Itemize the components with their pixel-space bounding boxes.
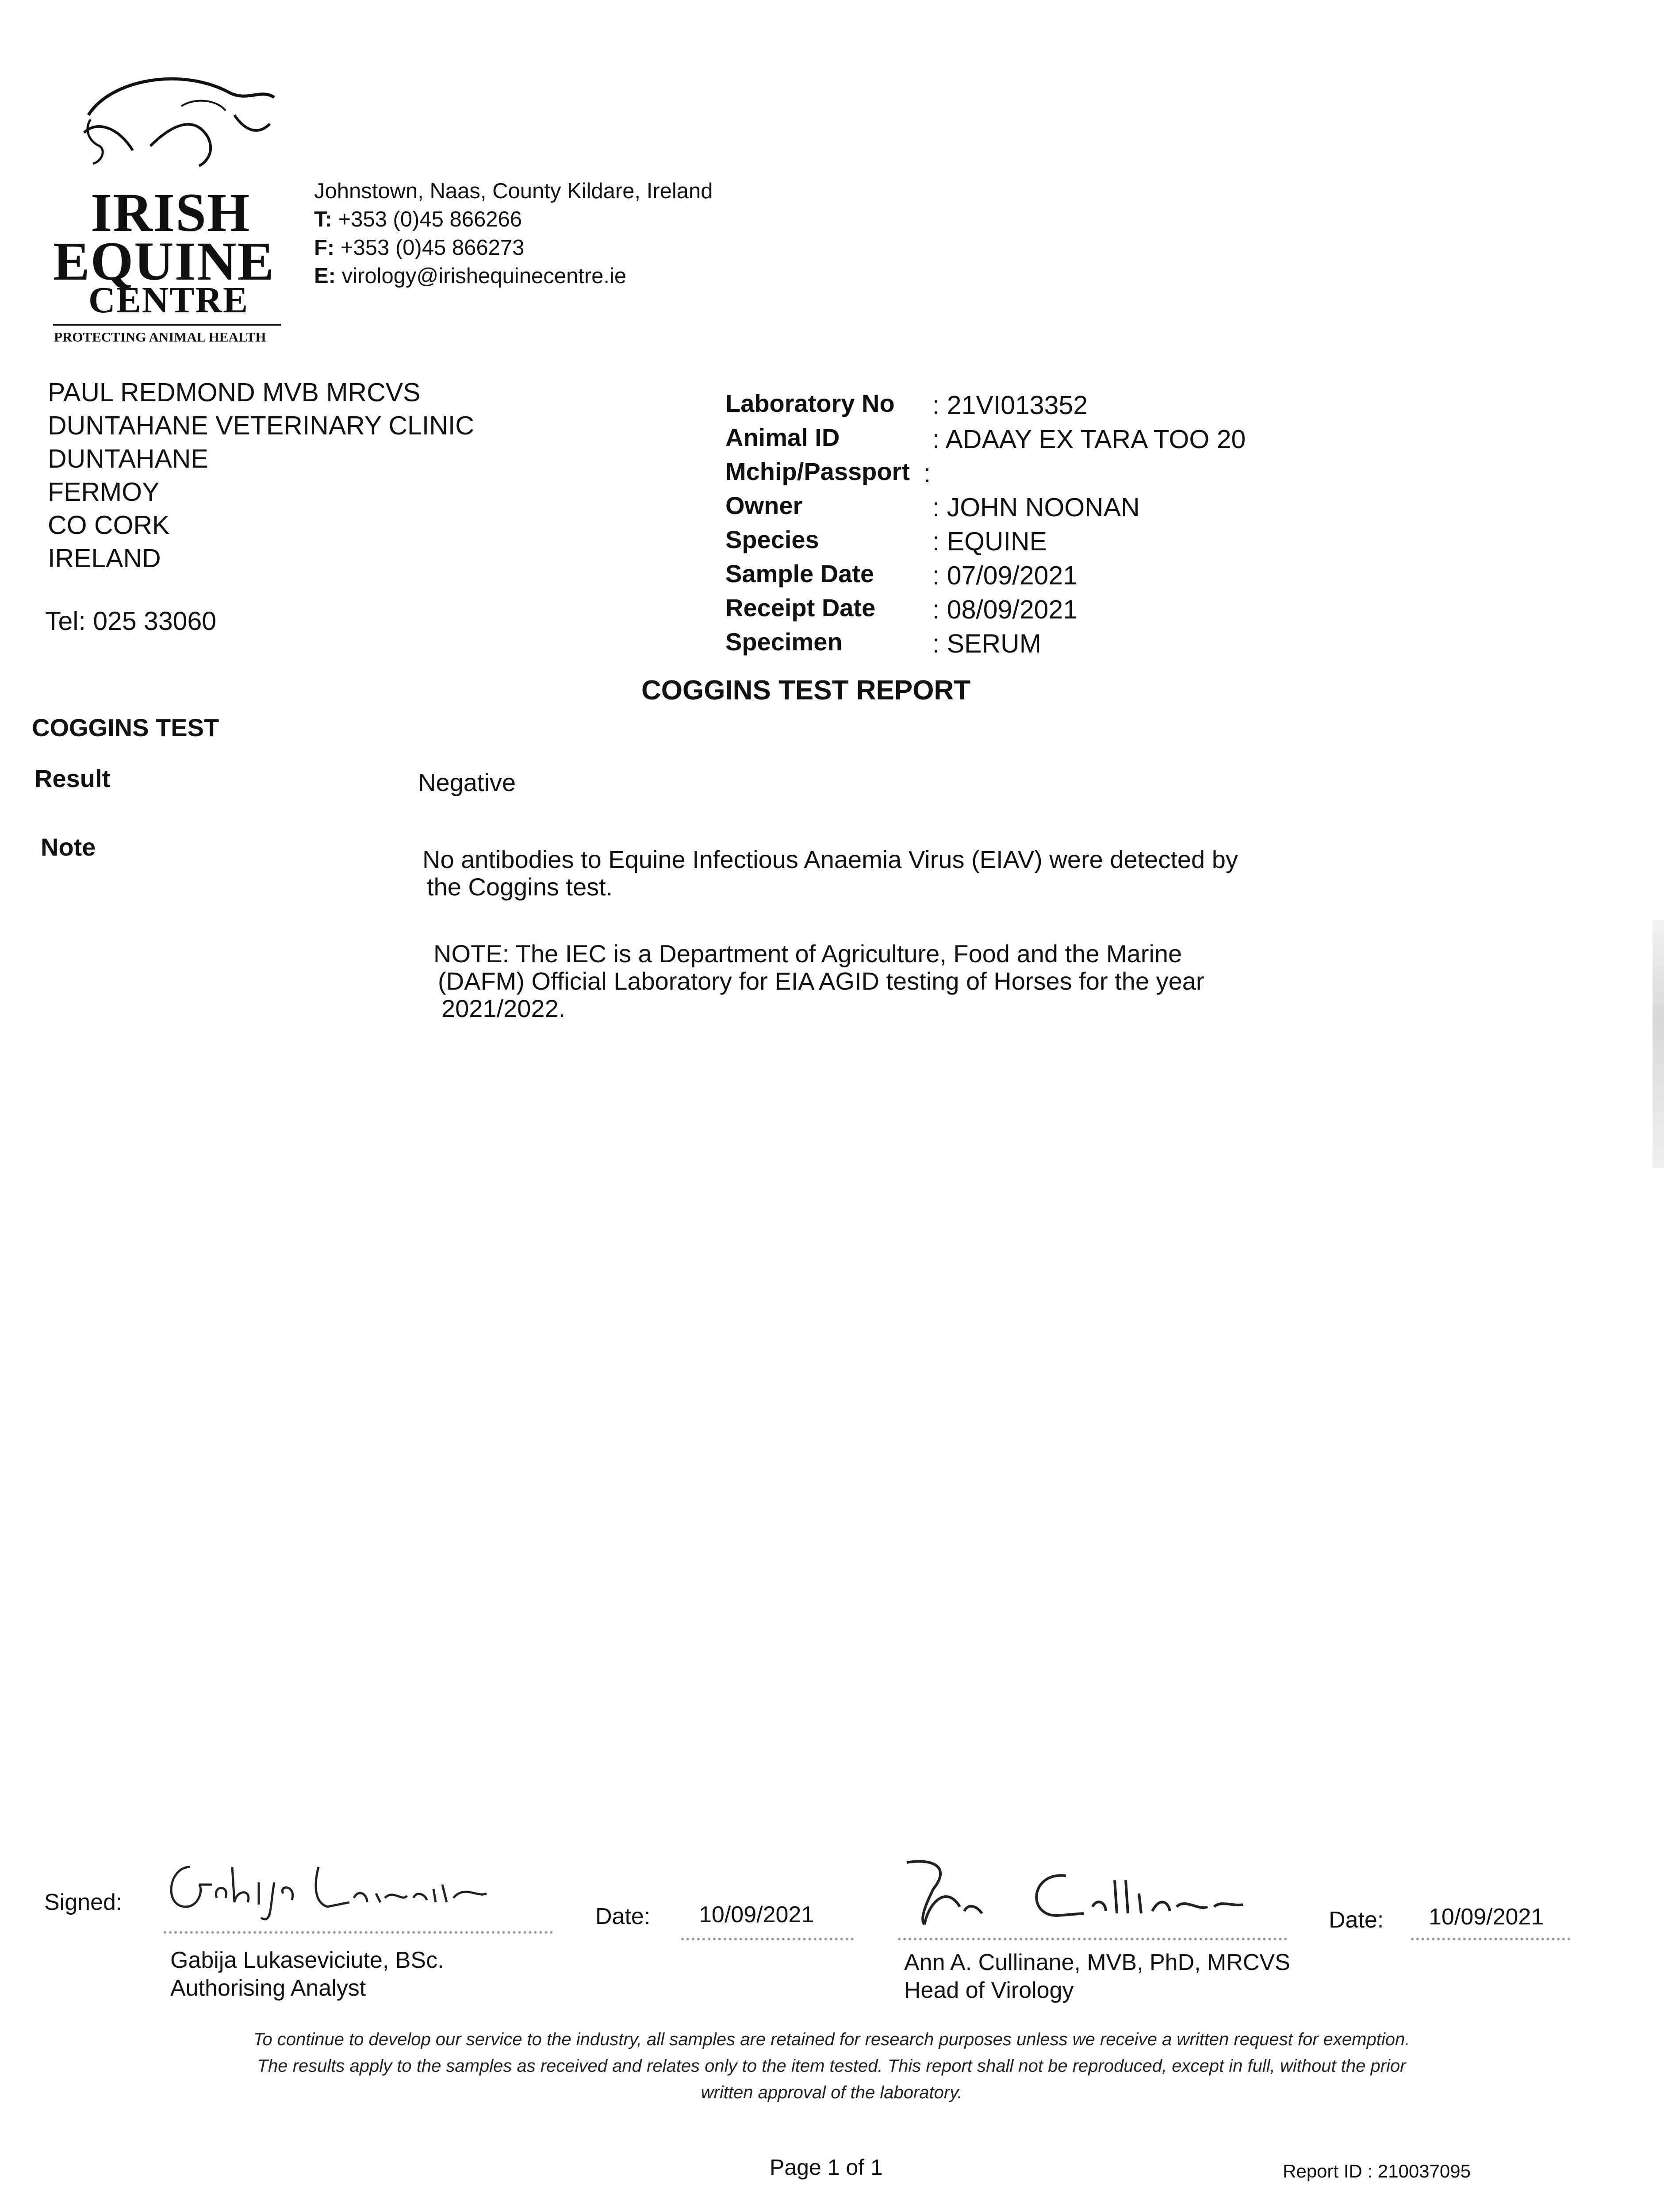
detail-label: Mchip/Passport bbox=[725, 457, 910, 485]
detail-label: Receipt Date bbox=[725, 594, 876, 622]
detail-label: Specimen bbox=[725, 628, 843, 656]
detail-label: Animal ID bbox=[725, 423, 840, 451]
logo-line3: CENTRE bbox=[88, 280, 249, 321]
test-heading: COGGINS TEST bbox=[32, 714, 219, 741]
date-right: 10/09/2021 bbox=[1429, 1904, 1544, 1930]
note-label: Note bbox=[41, 833, 96, 861]
dafm-note-line: (DAFM) Official Laboratory for EIA AGID testing of Horses for the year bbox=[438, 967, 1204, 995]
disclaimer-line: The results apply to the samples as received and relates only to the item tested. This report shall not be reproduced, except in full, without the prior bbox=[257, 2056, 1406, 2076]
date-left-line bbox=[681, 1938, 854, 1940]
detail-value: : EQUINE bbox=[932, 527, 1047, 556]
lab-phone: T: +353 (0)45 866266 bbox=[314, 207, 522, 231]
signatory-right-name: Ann A. Cullinane, MVB, PhD, MRCVS bbox=[904, 1950, 1290, 1975]
disclaimer-line: To continue to develop our service to the industry, all samples are retained for research purposes unless we receive a written request for exemption. bbox=[253, 2030, 1410, 2049]
page-number: Page 1 of 1 bbox=[770, 2155, 883, 2180]
report-id: Report ID : 210037095 bbox=[1283, 2161, 1471, 2181]
result-label: Result bbox=[35, 764, 111, 792]
recipient-tel: Tel: 025 33060 bbox=[45, 607, 217, 636]
detail-labels bbox=[725, 386, 910, 659]
detail-label: Sample Date bbox=[725, 560, 874, 588]
signature-right-graphic bbox=[898, 1849, 1261, 1933]
lab-email: E: virology@irishequinecentre.ie bbox=[314, 264, 627, 288]
logo-divider bbox=[53, 324, 281, 326]
detail-value: : ADAAY EX TARA TOO 20 bbox=[932, 425, 1246, 454]
signed-label: Signed: bbox=[44, 1889, 123, 1915]
dafm-note bbox=[433, 940, 1204, 1022]
detail-value: : 08/09/2021 bbox=[932, 595, 1078, 624]
detail-value: : bbox=[924, 459, 931, 488]
horse-logo-icon bbox=[49, 62, 288, 177]
detail-value: : 07/09/2021 bbox=[932, 561, 1078, 590]
signature-left bbox=[159, 1840, 495, 1924]
signature-right-line bbox=[898, 1938, 1287, 1940]
recipient-line: PAUL REDMOND MVB MRCVS bbox=[48, 378, 421, 407]
detail-value: : 21VI013352 bbox=[932, 391, 1088, 420]
scan-edge-shadow bbox=[1652, 920, 1664, 1168]
recipient-line: DUNTAHANE VETERINARY CLINIC bbox=[48, 411, 474, 440]
logo-tagline: PROTECTING ANIMAL HEALTH bbox=[54, 329, 266, 345]
recipient-line: CO CORK bbox=[48, 511, 170, 540]
signature-right bbox=[898, 1849, 1261, 1933]
recipient-address bbox=[48, 376, 474, 575]
date-left: 10/09/2021 bbox=[699, 1902, 814, 1928]
detail-value: : JOHN NOONAN bbox=[932, 493, 1140, 522]
dafm-note-line: 2021/2022. bbox=[441, 995, 566, 1022]
note-line: the Coggins test. bbox=[427, 873, 613, 901]
report-title: COGGINS TEST REPORT bbox=[641, 675, 971, 706]
lab-contact bbox=[314, 177, 713, 290]
signatory-right bbox=[904, 1949, 1290, 2005]
detail-label: Species bbox=[725, 526, 819, 553]
disclaimer-line: written approval of the laboratory. bbox=[701, 2083, 962, 2102]
lab-logo bbox=[49, 62, 288, 354]
signatory-right-role: Head of Virology bbox=[904, 1978, 1074, 2003]
detail-label: Laboratory No bbox=[725, 389, 895, 417]
detail-values bbox=[924, 388, 1246, 661]
recipient-line: DUNTAHANE bbox=[48, 444, 208, 473]
date-right-line bbox=[1411, 1938, 1570, 1940]
disclaimer bbox=[150, 2026, 1513, 2106]
recipient-line: FERMOY bbox=[48, 477, 160, 507]
signatory-left bbox=[170, 1947, 444, 2002]
detail-value: : SERUM bbox=[932, 629, 1041, 658]
result-value: Negative bbox=[418, 768, 516, 796]
note-text bbox=[422, 846, 1238, 901]
lab-address: Johnstown, Naas, County Kildare, Ireland bbox=[314, 179, 713, 203]
logo-line2: EQUINE bbox=[53, 231, 275, 292]
date-label-left: Date: bbox=[595, 1904, 651, 1929]
signatory-left-role: Authorising Analyst bbox=[170, 1975, 366, 2001]
dafm-note-line: NOTE: The IEC is a Department of Agriculture, Food and the Marine bbox=[433, 940, 1182, 968]
detail-label: Owner bbox=[725, 492, 803, 519]
lab-fax: F: +353 (0)45 866273 bbox=[314, 236, 525, 260]
logo-line1: IRISH bbox=[91, 182, 251, 243]
recipient-line: IRELAND bbox=[48, 544, 161, 573]
signature-left-graphic bbox=[159, 1840, 495, 1924]
note-line: No antibodies to Equine Infectious Anaemia Virus (EIAV) were detected by bbox=[422, 845, 1238, 873]
signatory-left-name: Gabija Lukaseviciute, BSc. bbox=[170, 1947, 444, 1973]
date-label-right: Date: bbox=[1329, 1907, 1384, 1933]
signature-left-line bbox=[164, 1931, 553, 1934]
